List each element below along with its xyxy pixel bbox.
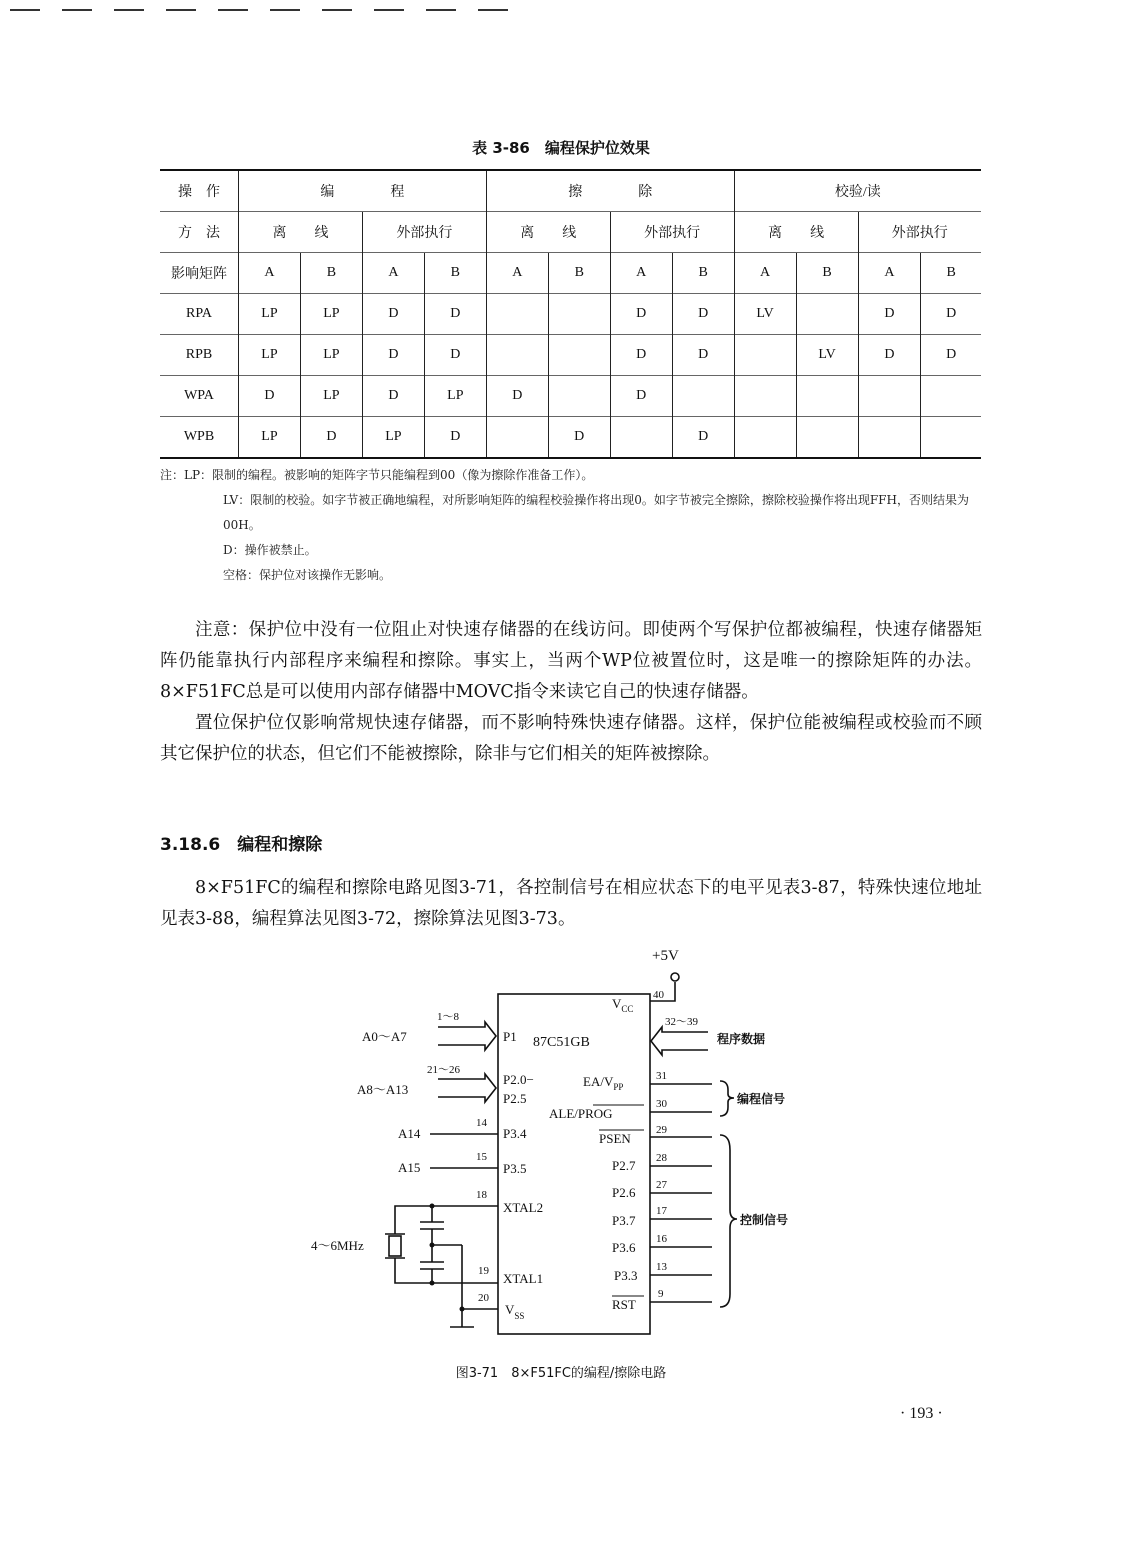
pin-number: 9 (658, 1288, 664, 1300)
table-cell: LP (362, 417, 424, 459)
note-lp: 注：LP：限制的编程。被影响的矩阵字节只能编程到00（像为擦除作准备工作）。 (160, 468, 594, 482)
table-cell: LP (300, 335, 362, 376)
table-cell: D (610, 335, 672, 376)
table-cell: A (610, 253, 672, 294)
p33-label: P3.3 (614, 1268, 638, 1283)
table-cell: B (796, 253, 858, 294)
note-lv: LV：限制的校验。如字节被正确地编程，对所影响矩阵的编程校验操作将出现0。如字节被完全擦除，擦除校验操作将出现FFH，否则结果为00H。 (223, 493, 969, 532)
table-cell: 编 程 (239, 170, 487, 212)
table-cell: B (548, 253, 610, 294)
pin-number: 18 (476, 1189, 487, 1201)
table-cell: D (424, 335, 486, 376)
table-cell: D (672, 294, 734, 335)
table-cell: LP (424, 376, 486, 417)
table-cell: 外部执行 (858, 212, 981, 253)
crystal-symbol (389, 1236, 401, 1256)
table-cell: LP (300, 294, 362, 335)
table-cell: 校验/读 (734, 170, 981, 212)
pin-number: 27 (656, 1179, 667, 1191)
table-cell: 方 法 (160, 212, 239, 253)
pin-number: 21～26 (427, 1064, 460, 1076)
table-cell: LV (734, 294, 796, 335)
table-cell: 影响矩阵 (160, 253, 239, 294)
vcc-supply-label: +5V (652, 948, 679, 964)
note-blank: 空格：保护位对该操作无影响。 (223, 568, 392, 582)
page-number: · 193 · (900, 1405, 943, 1422)
p20-label: P2.0− (503, 1072, 534, 1087)
table-cell: WPB (160, 417, 239, 459)
junction-dot (430, 1281, 435, 1286)
section-heading: 3.18.6 编程和擦除 (160, 835, 323, 855)
figure-caption: 图3-71 8×F51FC的编程/擦除电路 (455, 1366, 667, 1381)
table-cell: B (300, 253, 362, 294)
table-cell: D (548, 417, 610, 459)
table-cell: D (300, 417, 362, 459)
table-cell: D (424, 417, 486, 459)
table-cell: D (362, 376, 424, 417)
xtal1-label: XTAL1 (503, 1271, 544, 1286)
pin-number: 16 (656, 1233, 667, 1245)
table-cell: B (424, 253, 486, 294)
table-cell: A (239, 253, 301, 294)
p1-bus-arrow (438, 1022, 496, 1050)
table-cell: D (362, 335, 424, 376)
table-cell: 外部执行 (610, 212, 734, 253)
table-cell: D (239, 376, 301, 417)
chip-name: 87C51GB (533, 1035, 590, 1050)
table-cell: D (610, 294, 672, 335)
table-cell: D (672, 335, 734, 376)
table-cell: 离 线 (239, 212, 363, 253)
table-cell: RPA (160, 294, 239, 335)
p1-label: P1 (503, 1029, 517, 1044)
pin-number: 1～8 (437, 1011, 459, 1023)
p35-label: P3.5 (503, 1161, 527, 1176)
ctrl-signal-label: 控制信号 (740, 1213, 789, 1227)
pin-number: 14 (476, 1117, 487, 1129)
table-cell: LP (239, 417, 301, 459)
prog-signal-brace (720, 1081, 734, 1116)
pin-number: 17 (656, 1205, 667, 1217)
pin-number: 31 (656, 1070, 667, 1082)
xtal2-label: XTAL2 (503, 1200, 544, 1215)
pin-number: 32～39 (665, 1016, 698, 1028)
ea-label: $EA/V_{PP}$ (583, 1074, 624, 1092)
prog-signal-label: 编程信号 (737, 1092, 786, 1106)
table-cell: D (858, 335, 921, 376)
program-data-label: 程序数据 (717, 1032, 766, 1046)
p37-label: P3.7 (612, 1213, 636, 1228)
table-cell: D (858, 294, 921, 335)
junction-dot (430, 1204, 435, 1209)
vss-label: $V_{SS}$ (505, 1302, 525, 1321)
junction-dot (430, 1243, 435, 1248)
table-cell: LP (239, 335, 301, 376)
crystal-label: 4～6MHz (311, 1238, 364, 1253)
table-cell: 离 线 (734, 212, 858, 253)
p2-bus-arrow (438, 1074, 496, 1102)
paragraph-note: 注意：保护位中没有一位阻止对快速存储器的在线访问。即使两个写保护位都被编程，快速存储器矩阵仍能靠执行内部程序来编程和擦除。事实上，当两个WP位被置位时，这是唯一的擦除矩阵的办法。8×F51FC总是可以使用内部存储器中MOVC指令来读它自己的快速存储器。 (160, 620, 982, 702)
pin-number: 29 (656, 1124, 667, 1136)
note-d: D：操作被禁止。 (223, 543, 317, 557)
ale-prog-label: ALE/PROG (549, 1106, 613, 1121)
data-bus-arrow (651, 1027, 708, 1055)
table-cell: D (672, 417, 734, 459)
table-cell: 外部执行 (362, 212, 486, 253)
xtal2-wire (395, 1206, 498, 1234)
table-cell: A (362, 253, 424, 294)
p34-label: P3.4 (503, 1126, 527, 1141)
table-cell: WPA (160, 376, 239, 417)
pin-number: 20 (478, 1292, 489, 1304)
table-cell: A (486, 253, 548, 294)
p36-label: P3.6 (612, 1240, 636, 1255)
table-cell: D (610, 376, 672, 417)
p26-label: P2.6 (612, 1185, 636, 1200)
table-cell: 擦 除 (486, 170, 734, 212)
table-cell: RPB (160, 335, 239, 376)
vcc-terminal (671, 973, 679, 981)
ctrl-signal-brace (720, 1135, 737, 1307)
table-cell: D (486, 376, 548, 417)
pin-number: 13 (656, 1261, 667, 1273)
pin-number: 19 (478, 1265, 489, 1277)
paragraph-protect-bits: 置位保护位仅影响常规快速存储器，而不影响特殊快速存储器。这样，保护位能被编程或校验而不顾其它保护位的状态，但它们不能被擦除，除非与它们相关的矩阵被擦除。 (160, 713, 982, 764)
junction-dot (460, 1307, 465, 1312)
paragraph-circuit-intro: 8×F51FC的编程和擦除电路见图3-71，各控制信号在相应状态下的电平见表3-87，特殊快速位地址见表3-88，编程算法见图3-72，擦除算法见图3-73。 (160, 878, 982, 929)
table-cell: A (734, 253, 796, 294)
p27-label: P2.7 (612, 1158, 636, 1173)
table-cell: D (921, 335, 981, 376)
table-cell: D (362, 294, 424, 335)
pin-number: 40 (653, 989, 664, 1001)
pin-number: 28 (656, 1152, 667, 1164)
psen-label: PSEN (599, 1131, 631, 1146)
table-cell: D (921, 294, 981, 335)
a14-label: A14 (398, 1126, 421, 1141)
table-cell: LP (239, 294, 301, 335)
pin-number: 15 (476, 1151, 487, 1163)
a0-a7-label: A0～A7 (362, 1029, 407, 1044)
table-cell: LV (796, 335, 858, 376)
table-cell: A (858, 253, 921, 294)
pin-number: 30 (656, 1098, 667, 1110)
rst-label: RST (612, 1297, 636, 1312)
table-cell: B (921, 253, 981, 294)
table-cell: B (672, 253, 734, 294)
a15-label: A15 (398, 1160, 421, 1175)
table-caption: 表 3-86 编程保护位效果 (472, 139, 650, 157)
p25-label: P2.5 (503, 1091, 527, 1106)
table-cell: D (424, 294, 486, 335)
cap-common-wire (432, 1229, 462, 1245)
table-cell: 操 作 (160, 170, 239, 212)
table-cell: LP (300, 376, 362, 417)
table-cell: 离 线 (486, 212, 610, 253)
vcc-pin-label: $V_{CC}$ (612, 996, 634, 1014)
a8-a13-label: A8～A13 (357, 1082, 409, 1097)
